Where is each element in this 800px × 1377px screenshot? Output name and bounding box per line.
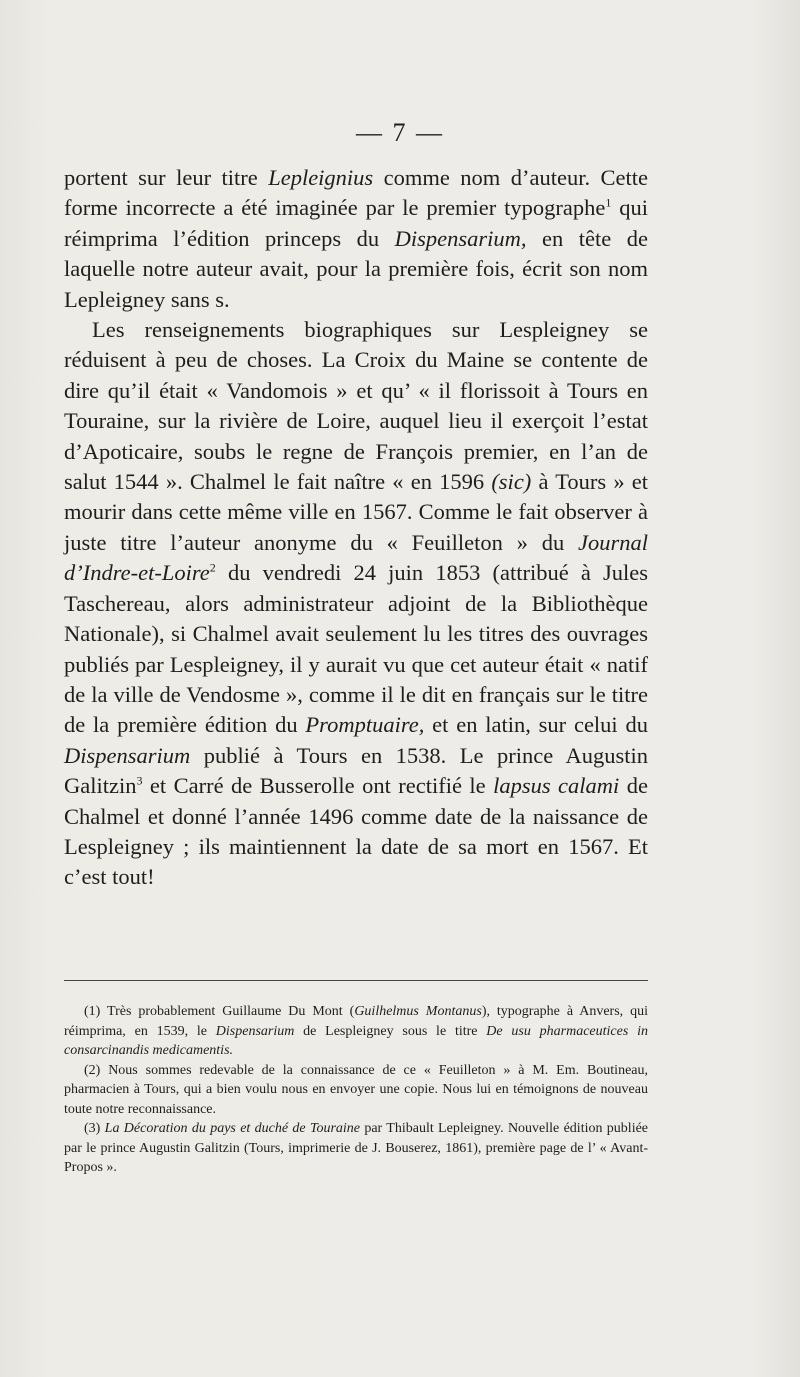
footnote-2	[64, 1061, 648, 1120]
text-run: par Thibault Lepleigney. Nouvelle édition publiée par le prince Augustin Galitzin (Tours, imprimerie de J. Bouserez, 1861), première page de l’ « Avant-Propos ».	[64, 1121, 649, 1175]
footnote-3	[64, 1119, 648, 1178]
footnotes	[64, 1002, 648, 1178]
italic-run: (sic)	[491, 469, 532, 495]
footnote-ref-2: 2	[209, 560, 216, 575]
italic-run: Dispensarium	[215, 1023, 295, 1039]
footnote-divider	[64, 980, 648, 981]
text-run: portent sur leur titre	[64, 165, 269, 190]
text-run: comme nom d’auteur. Cette forme incorrecte a été imaginée par le premier typographe	[64, 165, 648, 221]
main-text	[64, 163, 648, 893]
italic-run: lapsus calami	[493, 773, 620, 799]
text-run: Les renseignements biographiques sur Lespleigney se réduisent à peu de choses. La Croix du Maine se contente de dire qu’il était « Vandomois » et qu’ « il florissoit à Tours en Touraine, sur la rivière de Loire, auquel lieu il exerçoit l’estat d’Apoticaire, soubs le regne de François premier, en l’an de salut 1544 ». Chalmel le fait naître « en 1596	[64, 317, 648, 495]
italic-run: Dispensarium	[64, 742, 191, 768]
text-run: Nous sommes redevable de la connaissance de ce « Feuilleton » à M. Em. Boutineau, pharmacien à Tours, qui a bien voulu nous en envoyer une copie. Nous lui en témoignons de nouveau toute notre reconnaissance.	[64, 1062, 648, 1117]
italic-run: Guilhelmus Montanus	[354, 1004, 482, 1019]
text-run: Très probablement Guillaume Du Mont (	[100, 1004, 355, 1019]
paragraph-1	[64, 163, 648, 315]
text-run: ), typographe à Anvers, qui réimprima, en 1539, le	[64, 1004, 648, 1039]
footnote-ref-3: 3	[136, 773, 143, 788]
footnote-mark: (3)	[84, 1121, 101, 1136]
italic-run: De usu pharmaceutices in consarcinandis medicamentis.	[64, 1023, 648, 1058]
text-run: publié à Tours en 1538. Le prince Augustin Galitzin	[64, 742, 648, 799]
footnote-1	[64, 1002, 648, 1061]
footnote-mark: (1)	[84, 1004, 101, 1019]
footnote-mark: (2)	[84, 1062, 101, 1078]
text-run: en tête de laquelle notre auteur avait, pour la première fois, écrit son nom Lepleigney sans s.	[64, 225, 649, 312]
text-run: et en latin, sur celui du	[424, 712, 648, 738]
text-run: à Tours » et mourir dans cette même ville en 1567. Comme le fait observer à juste titre l’auteur anonyme du « Feuilleton » du	[64, 469, 648, 555]
text-run: de Lespleigney sous le titre	[294, 1023, 487, 1039]
page-number: — 7 —	[356, 118, 444, 147]
text-run: du vendredi 24 juin 1853 (attribué à Jules Taschereau, alors administrateur adjoint de la Bibliothèque Nationale), si Chalmel avait seulement lu les titres des ouvrages publiés par Lespleigney, il y aurait vu que cet auteur était « natif de la ville de Vendosme », comme il le dit en français sur le titre de la première édition du	[64, 560, 648, 738]
footnote-ref-1: 1	[605, 195, 612, 210]
text-run: de Chalmel et donné l’année 1496 comme date de la naissance de Lespleigney ; ils maintiennent la date de sa mort en 1567. Et c’est tout!	[64, 773, 648, 890]
paragraph-2	[64, 315, 648, 893]
italic-run: Lepleignius	[268, 165, 374, 190]
italic-run: La Décoration du pays et duché de Touraine	[104, 1121, 360, 1136]
italic-run: Dispensarium,	[394, 225, 527, 251]
italic-run: Promptuaire,	[305, 712, 425, 738]
italic-run: Journal d’Indre-et-Loire	[64, 529, 648, 586]
text-run: et Carré de Busserolle ont rectifié le	[142, 773, 494, 799]
text-run: qui réimprima l’édition princeps du	[64, 195, 648, 251]
